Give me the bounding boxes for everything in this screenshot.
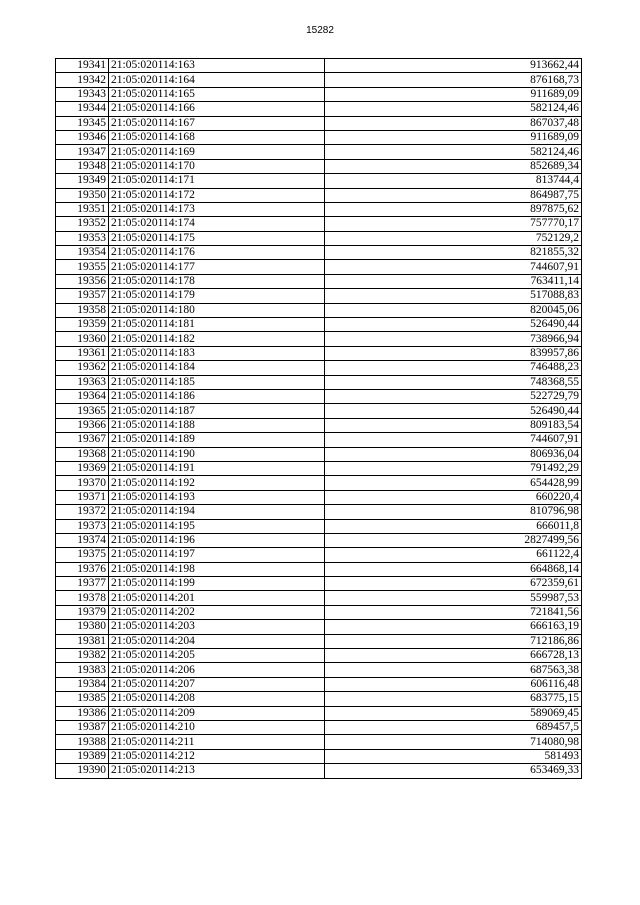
cadastral-value-cell: 687563,38 [325, 663, 582, 677]
row-number-cell: 19365 [56, 404, 109, 418]
cadastral-number-cell: 21:05:020114:207 [109, 677, 325, 691]
table-row [56, 332, 582, 346]
table-row [56, 476, 582, 490]
cadastral-value-cell: 738966,94 [325, 332, 582, 346]
row-number-cell: 19364 [56, 389, 109, 403]
cadastral-value-cell: 813744,4 [325, 174, 582, 188]
cadastral-number-cell: 21:05:020114:189 [109, 433, 325, 447]
cadastral-number-cell: 21:05:020114:211 [109, 735, 325, 749]
table-row [56, 692, 582, 706]
row-number-cell: 19387 [56, 720, 109, 734]
row-number-cell: 19348 [56, 159, 109, 173]
cadastral-value-cell: 876168,73 [325, 73, 582, 87]
table-row [56, 361, 582, 375]
row-number-cell: 19373 [56, 519, 109, 533]
cadastral-value-cell: 683775,15 [325, 692, 582, 706]
cadastral-number-cell: 21:05:020114:170 [109, 159, 325, 173]
cadastral-number-cell: 21:05:020114:168 [109, 130, 325, 144]
table-row [56, 519, 582, 533]
cadastral-value-cell: 666728,13 [325, 649, 582, 663]
cadastral-value-cell: 752129,2 [325, 231, 582, 245]
table-row [56, 217, 582, 231]
row-number-cell: 19369 [56, 461, 109, 475]
cadastral-value-cell: 757770,17 [325, 217, 582, 231]
cadastral-number-cell: 21:05:020114:204 [109, 634, 325, 648]
cadastral-number-cell: 21:05:020114:172 [109, 188, 325, 202]
row-number-cell: 19350 [56, 188, 109, 202]
row-number-cell: 19390 [56, 764, 109, 778]
table-row [56, 620, 582, 634]
cadastral-value-cell: 664868,14 [325, 562, 582, 576]
cadastral-number-cell: 21:05:020114:167 [109, 116, 325, 130]
cadastral-value-cell: 820045,06 [325, 303, 582, 317]
cadastral-value-cell: 653469,33 [325, 764, 582, 778]
row-number-cell: 19375 [56, 548, 109, 562]
cadastral-value-cell: 661122,4 [325, 548, 582, 562]
cadastral-number-cell: 21:05:020114:195 [109, 519, 325, 533]
row-number-cell: 19345 [56, 116, 109, 130]
row-number-cell: 19367 [56, 433, 109, 447]
table-row [56, 145, 582, 159]
row-number-cell: 19355 [56, 260, 109, 274]
row-number-cell: 19362 [56, 361, 109, 375]
row-number-cell: 19344 [56, 102, 109, 116]
cadastral-number-cell: 21:05:020114:181 [109, 318, 325, 332]
cadastral-number-cell: 21:05:020114:171 [109, 174, 325, 188]
table-row [56, 663, 582, 677]
table-row [56, 418, 582, 432]
row-number-cell: 19360 [56, 332, 109, 346]
cadastral-value-cell: 526490,44 [325, 318, 582, 332]
cadastral-value-cell: 867037,48 [325, 116, 582, 130]
cadastral-number-cell: 21:05:020114:164 [109, 73, 325, 87]
cadastral-value-cell: 897875,62 [325, 202, 582, 216]
cadastral-number-cell: 21:05:020114:196 [109, 533, 325, 547]
cadastral-number-cell: 21:05:020114:192 [109, 476, 325, 490]
cadastral-number-cell: 21:05:020114:208 [109, 692, 325, 706]
cadastral-number-cell: 21:05:020114:198 [109, 562, 325, 576]
table-row [56, 634, 582, 648]
cadastral-number-cell: 21:05:020114:190 [109, 447, 325, 461]
cadastral-value-cell: 763411,14 [325, 274, 582, 288]
cadastral-value-cell: 721841,56 [325, 605, 582, 619]
table-row [56, 73, 582, 87]
cadastral-value-cell: 911689,09 [325, 87, 582, 101]
row-number-cell: 19371 [56, 490, 109, 504]
table-row [56, 116, 582, 130]
table-row [56, 174, 582, 188]
table-row [56, 605, 582, 619]
cadastral-value-cell: 582124,46 [325, 145, 582, 159]
cadastral-value-cell: 714080,98 [325, 735, 582, 749]
cadastral-number-cell: 21:05:020114:191 [109, 461, 325, 475]
table-row [56, 649, 582, 663]
row-number-cell: 19349 [56, 174, 109, 188]
cadastral-number-cell: 21:05:020114:205 [109, 649, 325, 663]
cadastral-value-cell: 660220,4 [325, 490, 582, 504]
cadastral-value-cell: 2827499,56 [325, 533, 582, 547]
table-row [56, 59, 582, 73]
row-number-cell: 19378 [56, 591, 109, 605]
table-row [56, 130, 582, 144]
cadastral-value-cell: 672359,61 [325, 577, 582, 591]
row-number-cell: 19376 [56, 562, 109, 576]
cadastral-number-cell: 21:05:020114:176 [109, 246, 325, 260]
cadastral-value-cell: 606116,48 [325, 677, 582, 691]
table-row [56, 303, 582, 317]
cadastral-number-cell: 21:05:020114:206 [109, 663, 325, 677]
row-number-cell: 19377 [56, 577, 109, 591]
cadastral-number-cell: 21:05:020114:178 [109, 274, 325, 288]
table-row [56, 346, 582, 360]
row-number-cell: 19358 [56, 303, 109, 317]
cadastral-number-cell: 21:05:020114:209 [109, 706, 325, 720]
table-row [56, 159, 582, 173]
row-number-cell: 19368 [56, 447, 109, 461]
table-row [56, 433, 582, 447]
row-number-cell: 19361 [56, 346, 109, 360]
table-row [56, 188, 582, 202]
cadastral-number-cell: 21:05:020114:173 [109, 202, 325, 216]
row-number-cell: 19380 [56, 620, 109, 634]
cadastral-value-cell: 689457,5 [325, 720, 582, 734]
cadastral-value-cell: 746488,23 [325, 361, 582, 375]
cadastral-number-cell: 21:05:020114:188 [109, 418, 325, 432]
cadastral-value-cell: 864987,75 [325, 188, 582, 202]
row-number-cell: 19352 [56, 217, 109, 231]
cadastral-value-cell: 744607,91 [325, 433, 582, 447]
cadastral-value-cell: 821855,32 [325, 246, 582, 260]
table-row [56, 591, 582, 605]
cadastral-value-cell: 522729,79 [325, 389, 582, 403]
cadastral-number-cell: 21:05:020114:201 [109, 591, 325, 605]
cadastral-value-cell: 748368,55 [325, 375, 582, 389]
cadastral-value-cell: 526490,44 [325, 404, 582, 418]
cadastral-value-cell: 913662,44 [325, 59, 582, 73]
cadastral-number-cell: 21:05:020114:210 [109, 720, 325, 734]
cadastral-number-cell: 21:05:020114:197 [109, 548, 325, 562]
table-row [56, 260, 582, 274]
cadastral-value-cell: 589069,45 [325, 706, 582, 720]
table-row [56, 102, 582, 116]
cadastral-number-cell: 21:05:020114:186 [109, 389, 325, 403]
cadastral-number-cell: 21:05:020114:203 [109, 620, 325, 634]
row-number-cell: 19356 [56, 274, 109, 288]
cadastral-number-cell: 21:05:020114:163 [109, 59, 325, 73]
cadastral-number-cell: 21:05:020114:187 [109, 404, 325, 418]
table-body [56, 59, 582, 779]
table-row [56, 447, 582, 461]
row-number-cell: 19384 [56, 677, 109, 691]
table-row [56, 318, 582, 332]
table-row [56, 202, 582, 216]
table-row [56, 720, 582, 734]
row-number-cell: 19389 [56, 749, 109, 763]
cadastral-number-cell: 21:05:020114:166 [109, 102, 325, 116]
cadastral-number-cell: 21:05:020114:193 [109, 490, 325, 504]
table-row [56, 404, 582, 418]
cadastral-value-table [55, 58, 582, 779]
cadastral-number-cell: 21:05:020114:182 [109, 332, 325, 346]
row-number-cell: 19372 [56, 505, 109, 519]
cadastral-value-cell: 806936,04 [325, 447, 582, 461]
row-number-cell: 19343 [56, 87, 109, 101]
table-row [56, 246, 582, 260]
row-number-cell: 19379 [56, 605, 109, 619]
table-row [56, 749, 582, 763]
cadastral-number-cell: 21:05:020114:213 [109, 764, 325, 778]
cadastral-number-cell: 21:05:020114:184 [109, 361, 325, 375]
cadastral-value-cell: 791492,29 [325, 461, 582, 475]
row-number-cell: 19342 [56, 73, 109, 87]
cadastral-value-cell: 839957,86 [325, 346, 582, 360]
table-row [56, 562, 582, 576]
cadastral-number-cell: 21:05:020114:180 [109, 303, 325, 317]
row-number-cell: 19341 [56, 59, 109, 73]
cadastral-number-cell: 21:05:020114:185 [109, 375, 325, 389]
table-row [56, 533, 582, 547]
table-row [56, 87, 582, 101]
cadastral-value-cell: 744607,91 [325, 260, 582, 274]
table-row [56, 375, 582, 389]
row-number-cell: 19353 [56, 231, 109, 245]
table-row [56, 706, 582, 720]
row-number-cell: 19347 [56, 145, 109, 159]
cadastral-value-cell: 582124,46 [325, 102, 582, 116]
cadastral-value-cell: 581493 [325, 749, 582, 763]
cadastral-number-cell: 21:05:020114:169 [109, 145, 325, 159]
table-row [56, 677, 582, 691]
cadastral-value-cell: 654428,99 [325, 476, 582, 490]
row-number-cell: 19363 [56, 375, 109, 389]
cadastral-number-cell: 21:05:020114:174 [109, 217, 325, 231]
cadastral-number-cell: 21:05:020114:179 [109, 289, 325, 303]
cadastral-number-cell: 21:05:020114:212 [109, 749, 325, 763]
cadastral-value-cell: 666011,8 [325, 519, 582, 533]
cadastral-number-cell: 21:05:020114:199 [109, 577, 325, 591]
cadastral-number-cell: 21:05:020114:202 [109, 605, 325, 619]
cadastral-number-cell: 21:05:020114:194 [109, 505, 325, 519]
cadastral-value-cell: 517088,83 [325, 289, 582, 303]
row-number-cell: 19346 [56, 130, 109, 144]
row-number-cell: 19357 [56, 289, 109, 303]
cadastral-number-cell: 21:05:020114:177 [109, 260, 325, 274]
table-row [56, 389, 582, 403]
cadastral-value-cell: 911689,09 [325, 130, 582, 144]
cadastral-number-cell: 21:05:020114:183 [109, 346, 325, 360]
cadastral-number-cell: 21:05:020114:165 [109, 87, 325, 101]
table-row [56, 505, 582, 519]
row-number-cell: 19383 [56, 663, 109, 677]
cadastral-value-cell: 666163,19 [325, 620, 582, 634]
row-number-cell: 19366 [56, 418, 109, 432]
table-row [56, 577, 582, 591]
row-number-cell: 19351 [56, 202, 109, 216]
table-row [56, 490, 582, 504]
table-row [56, 461, 582, 475]
table-row [56, 274, 582, 288]
cadastral-value-cell: 852689,34 [325, 159, 582, 173]
row-number-cell: 19382 [56, 649, 109, 663]
row-number-cell: 19381 [56, 634, 109, 648]
table-row [56, 764, 582, 778]
cadastral-value-cell: 809183,54 [325, 418, 582, 432]
row-number-cell: 19354 [56, 246, 109, 260]
row-number-cell: 19370 [56, 476, 109, 490]
row-number-cell: 19359 [56, 318, 109, 332]
table-row [56, 735, 582, 749]
row-number-cell: 19374 [56, 533, 109, 547]
table-row [56, 289, 582, 303]
table-row [56, 231, 582, 245]
row-number-cell: 19385 [56, 692, 109, 706]
row-number-cell: 19386 [56, 706, 109, 720]
table-row [56, 548, 582, 562]
cadastral-value-cell: 559987,53 [325, 591, 582, 605]
cadastral-value-cell: 712186,86 [325, 634, 582, 648]
page-number: 15282 [306, 25, 334, 36]
row-number-cell: 19388 [56, 735, 109, 749]
cadastral-value-cell: 810796,98 [325, 505, 582, 519]
cadastral-number-cell: 21:05:020114:175 [109, 231, 325, 245]
